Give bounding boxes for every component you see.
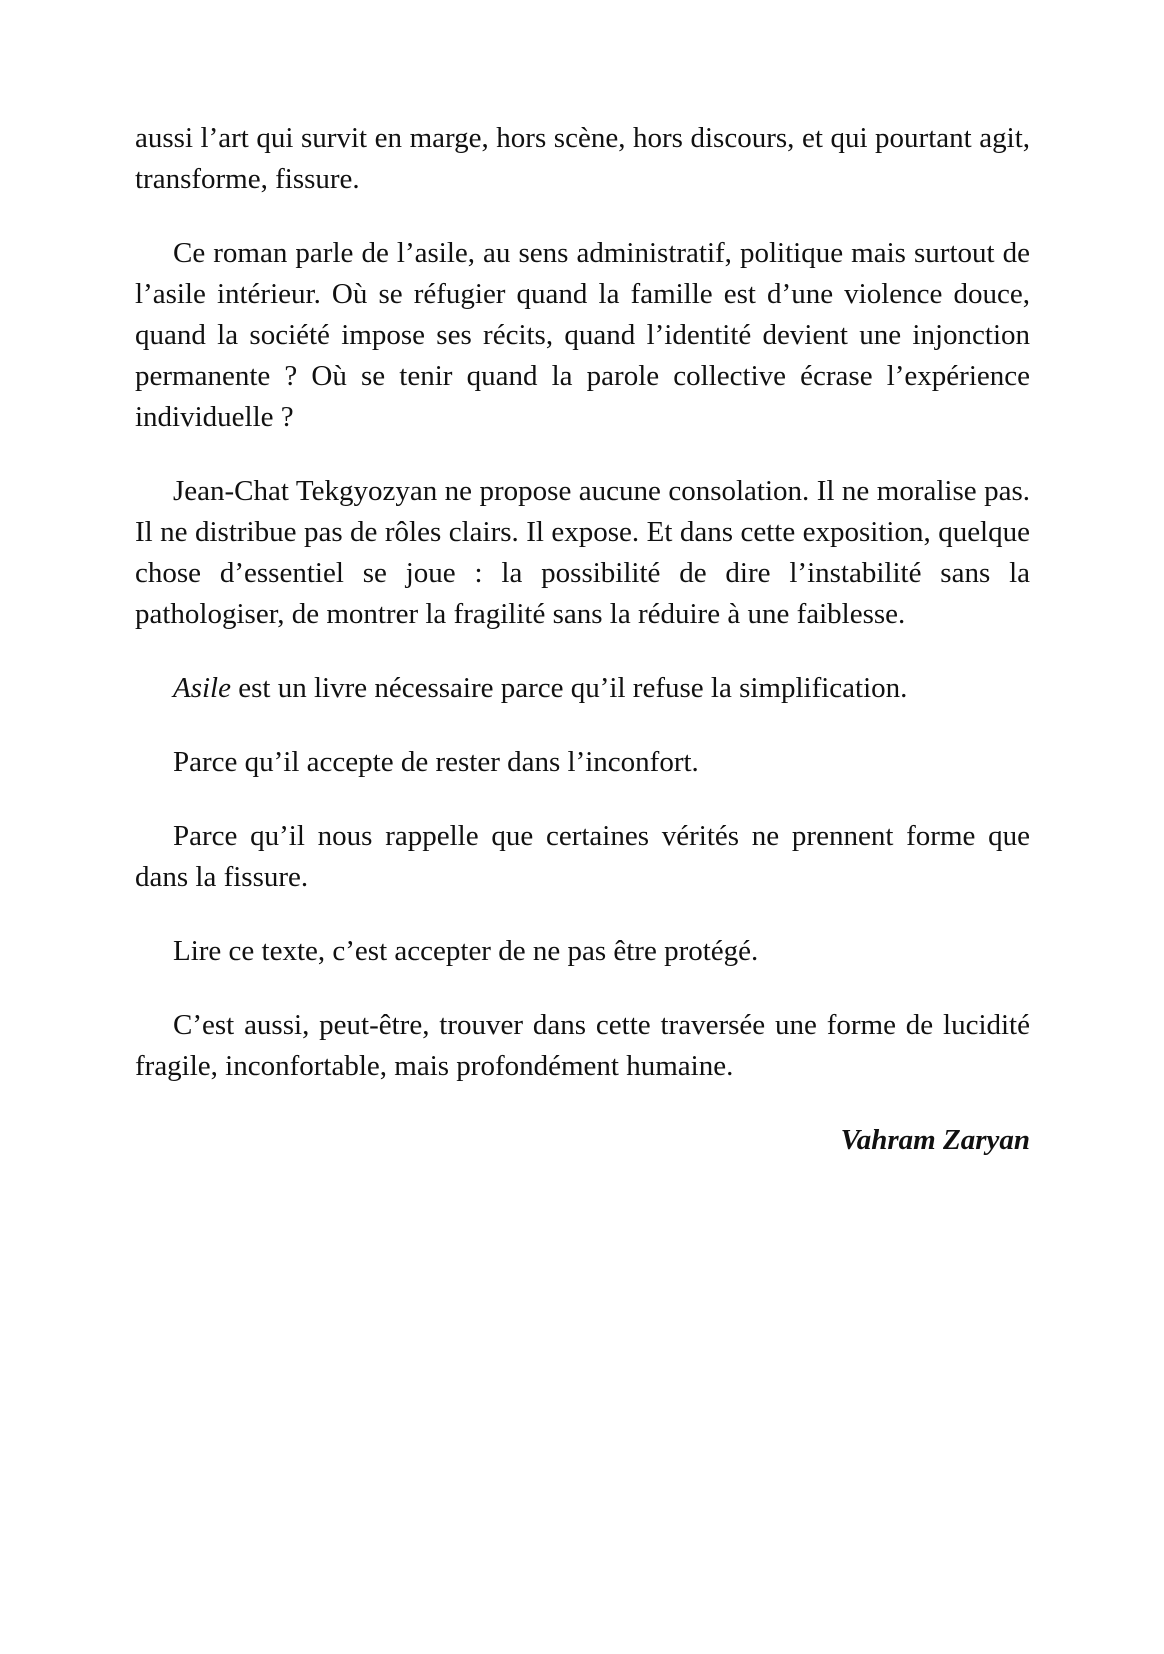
paragraph-2: Ce roman parle de l’asile, au sens administratif, politique mais surtout de l’asile intérieur. Où se réfugier quand la famille est d’une violence douce, quand la société impose ses récits, quand l’identité devient une injonction permanente ? Où se tenir quand la parole collective écrase l’expérience individuelle ? xyxy=(135,237,1030,433)
paragraph-4 xyxy=(135,668,1030,709)
paragraph-6: Parce qu’il nous rappelle que certaines vérités ne prennent forme que dans la fissure. xyxy=(135,820,1030,893)
paragraph-5: Parce qu’il accepte de rester dans l’inconfort. xyxy=(173,746,699,778)
book-title: Asile xyxy=(173,672,231,704)
paragraph-4-text: est un livre nécessaire parce qu’il refuse la simplification. xyxy=(231,672,908,704)
body-text xyxy=(135,118,1030,1161)
paragraph-8: C’est aussi, peut-être, trouver dans cette traversée une forme de lucidité fragile, inconfortable, mais profondément humaine. xyxy=(135,1009,1030,1082)
paragraph-1: aussi l’art qui survit en marge, hors scène, hors discours, et qui pourtant agit, transforme, fissure. xyxy=(135,122,1030,195)
author-signature: Vahram Zaryan xyxy=(840,1124,1030,1156)
paragraph-7: Lire ce texte, c’est accepter de ne pas être protégé. xyxy=(173,935,759,967)
paragraph-3: Jean-Chat Tekgyozyan ne propose aucune consolation. Il ne moralise pas. Il ne distribue pas de rôles clairs. Il expose. Et dans cette exposition, quelque chose d’essentiel se joue : la possibilité de dire l’instabilité sans la pathologiser, de montrer la fragilité sans la réduire à une faiblesse. xyxy=(135,475,1030,630)
